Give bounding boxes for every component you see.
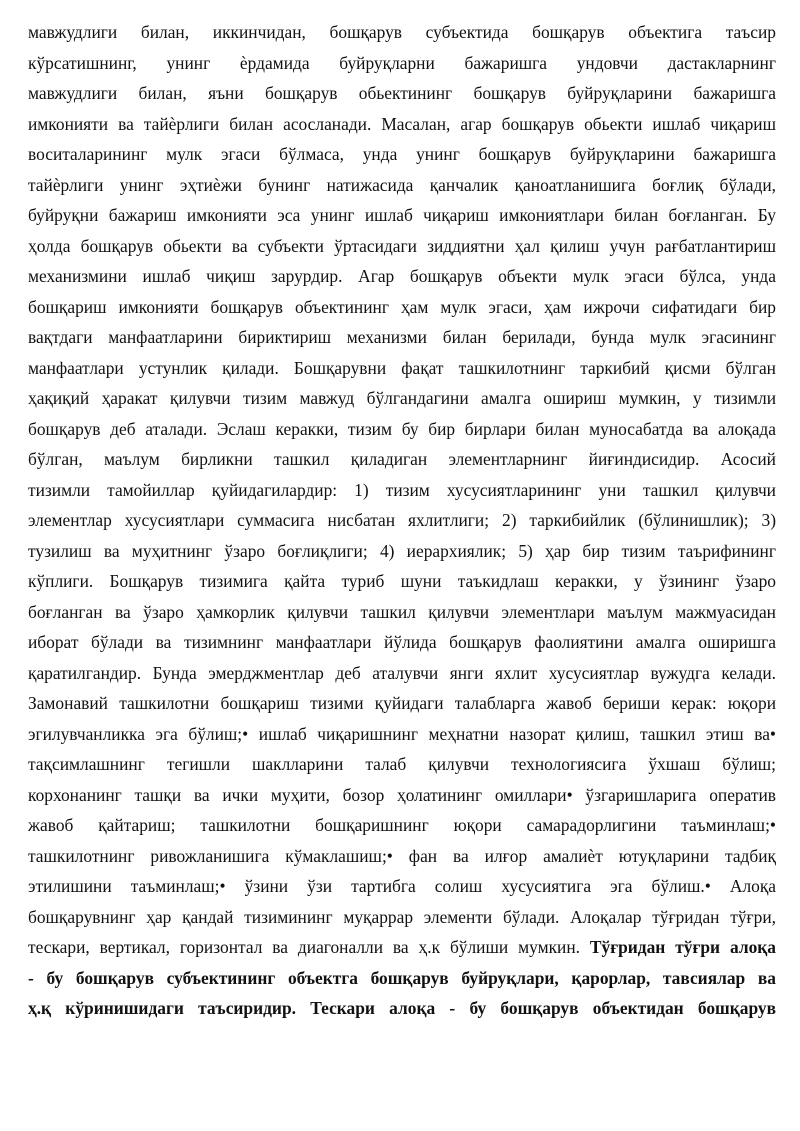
text-line-11: вақтдаги манфаатларини бириктириш механизми билан берилади, бунда мулк эгасининг bbox=[28, 327, 776, 347]
text-line-31-regular: тескари, вертикал, горизонтал ва диагоналли ва ҳ.к бўлиши мумкин. bbox=[28, 937, 580, 957]
text-line-32: - бу бошқарув субъектининг объектга бошқарув буйруқлари, қарорлар, тавсиялар ва bbox=[28, 967, 776, 988]
text-line-24: эгилувчанликка эга бўлиш;• ишлаб чиқаришнинг меҳнатни назорат қилиш, ташкил этиш ва• bbox=[28, 723, 776, 744]
text-line-2: кўрсатишнинг, унинг ѐрдамида буйруқларни бажаришга ундовчи дастакларнинг bbox=[28, 52, 776, 73]
text-line-18: тузилиш ва муҳитнинг ўзаро боғлиқлиги; 4) иерархиялик; 5) ҳар бир тизим таърифининг bbox=[28, 540, 776, 561]
text-line-22: қаратилгандир. Бунда эмерджментлар деб аталувчи янги яхлит хусусиятлар вужудга келади. bbox=[28, 662, 776, 683]
document-page bbox=[28, 17, 776, 1024]
text-line-26: корхонанинг ташқи ва ички муҳити, бозор ҳолатининг омиллари• ўзгаришларига оператив bbox=[28, 784, 776, 805]
text-line-12: манфаатлари устунлик қилади. Бошқарувни фақат ташкилотнинг таркибий қисми бўлган bbox=[28, 357, 776, 378]
text-line-6: тайѐрлиги унинг эҳтиѐжи бунинг натижасида қанчалик қаноатланишига боғлиқ бўлади, bbox=[28, 174, 776, 195]
text-line-19: кўплиги. Бошқарув тизимига қайта туриб шуни таъкидлаш керакки, у ўзининг ўзаро bbox=[28, 571, 776, 591]
text-line-15: бўлган, маълум бирликни ташкил қиладиган элементларнинг йиғиндисидир. Асосий bbox=[28, 449, 776, 469]
text-line-13: ҳақиқий ҳаракат қилувчи тизим мавжуд бўлгандагини амалга ошириш мумкин, у тизимли bbox=[28, 388, 776, 408]
text-line-30: бошқарувнинг ҳар қандай тизимининг муқаррар элементи бўлади. Алоқалар тўғридан тўғри, bbox=[28, 906, 776, 927]
text-line-29: этилишини таъминлаш;• ўзини ўзи тартибга солиш хусусиятига эга бўлиш.• Алоқа bbox=[28, 876, 776, 896]
text-line-33: ҳ.қ кўринишидаги таъсиридир. Тескари алоқа - бу бошқарув объектидан бошқарув bbox=[28, 998, 776, 1018]
text-line-7: буйруқни бажариш имконияти эса унинг ишлаб чиқариш имкониятлари билан боғланган. Бу bbox=[28, 205, 776, 225]
text-line-3: мавжудлиги билан, яъни бошқарув обьектининг бошқарув буйруқларини бажаришга bbox=[28, 83, 776, 103]
text-line-28: ташкилотнинг ривожланишига кўмаклашиш;• фан ва илғор амалиѐт ютуқларини тадбиқ bbox=[28, 845, 776, 866]
text-line-20: боғланган ва ўзаро ҳамкорлик қилувчи ташкил қилувчи элементлари маълум мажмуасидан bbox=[28, 601, 776, 622]
text-line-31-bold: Тўғридан тўғри алоқа bbox=[580, 937, 776, 957]
text-line-25: тақсимлашнинг тегишли шаклларини талаб қилувчи технологиясига ўхшаш бўлиш; bbox=[28, 754, 776, 774]
text-line-8: ҳолда бошқарув обьекти ва субъекти ўртасидаги зиддиятни ҳал қилиш учун рағбатлантириш bbox=[28, 235, 776, 256]
text-line-23: Замонавий ташкилотни бошқариш тизими қуйидаги талабларга жавоб бериши керак: юқори bbox=[28, 693, 776, 713]
text-line-4: имконияти ва тайѐрлиги билан асосланади. Масалан, агар бошқарув обьекти ишлаб чиқариш bbox=[28, 113, 776, 134]
text-line-27: жавоб қайтариш; ташкилотни бошқаришнинг юқори самарадорлигини таъминлаш;• bbox=[28, 815, 776, 835]
text-line-1: мавжудлиги билан, иккинчидан, бошқарув субъектида бошқарув объектига таъсир bbox=[28, 22, 776, 42]
text-line-14: бошқарув деб аталади. Эслаш керакки, тизим бу бир бирлари билан муносабатда ва алоқада bbox=[28, 418, 776, 439]
text-line-16: тизимли тамойиллар қуйидагилардир: 1) тизим хусусиятларининг уни ташкил қилувчи bbox=[28, 479, 776, 500]
text-line-5: воситаларининг мулк эгаси бўлмаса, унда унинг бошқарув буйруқларини бажаришга bbox=[28, 144, 776, 164]
text-line-9: механизмини ишлаб чиқиш зарурдир. Агар бошқарув объекти мулк эгаси бўлса, унда bbox=[28, 266, 776, 286]
text-line-10: бошқариш имконияти бошқарув объектининг ҳам мулк эгаси, ҳам ижрочи сифатидаги бир bbox=[28, 296, 776, 317]
text-line-21: иборат бўлади ва тизимнинг манфаатлари йўлида бошқарув фаолиятини амалга оширишга bbox=[28, 632, 776, 652]
text-line-31 bbox=[28, 932, 776, 963]
text-line-17: элементлар хусусиятлари суммасига нисбатан яхлитлиги; 2) таркибийлик (бўлинишлик); 3) bbox=[28, 510, 776, 530]
